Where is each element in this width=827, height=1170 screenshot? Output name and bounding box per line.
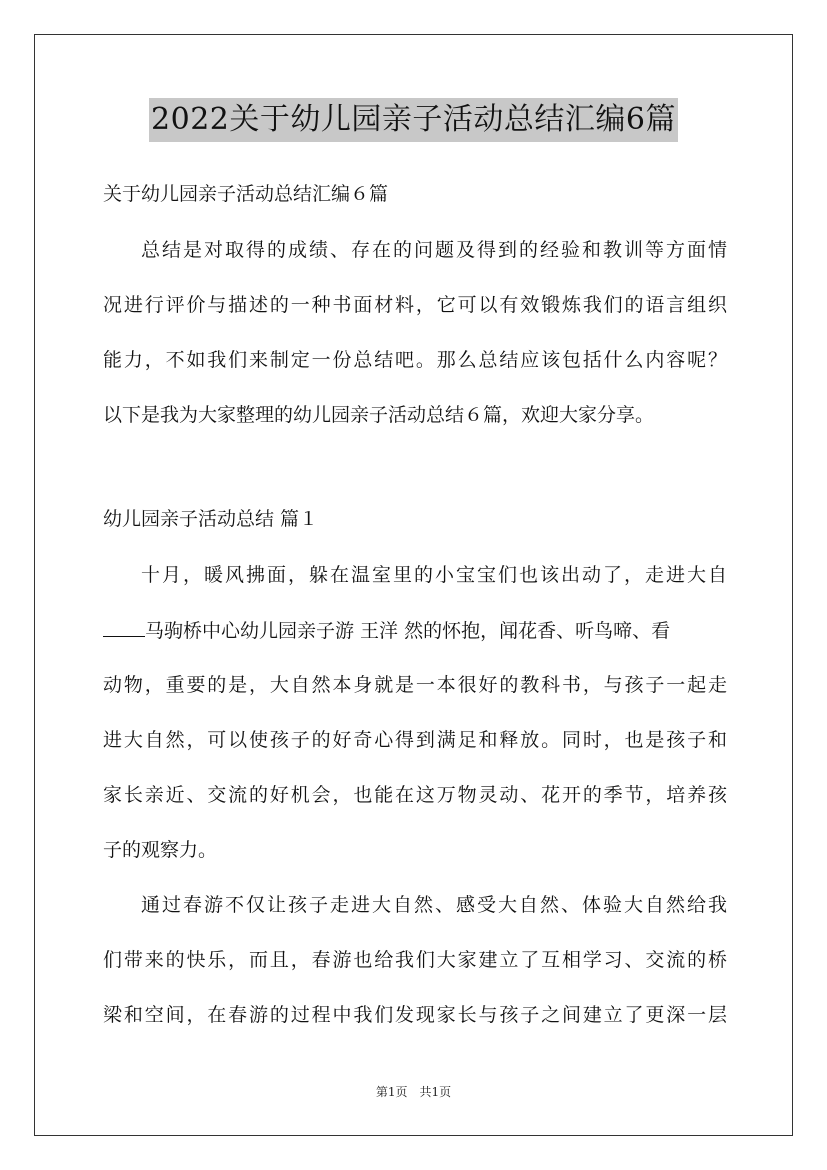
para1-line-4: 进大自然，可以使孩子的好奇心得到满足和释放。同时，也是孩子和 — [103, 729, 727, 751]
intro-line-2: 况进行评价与描述的一种书面材料，它可以有效锻炼我们的语言组织 — [103, 294, 727, 316]
para1-line-6: 子的观察力。 — [103, 839, 218, 861]
para1-line-2 — [103, 618, 727, 643]
intro-line-1: 总结是对取得的成绩、存在的问题及得到的经验和教训等方面情 — [141, 239, 727, 261]
para1-line-5: 家长亲近、交流的好机会，也能在这万物灵动、花开的季节，培养孩 — [103, 784, 727, 806]
intro-line-3: 能力，不如我们来制定一份总结吧。那么总结应该包括什么内容呢？ — [103, 349, 727, 371]
subtitle: 关于幼儿园亲子活动总结汇编６篇 — [103, 183, 389, 205]
para1-line-3: 动物，重要的是，大自然本身就是一本很好的教科书，与孩子一起走 — [103, 674, 727, 696]
para2-line-1: 通过春游不仅让孩子走进大自然、感受大自然、体验大自然给我 — [141, 894, 727, 916]
para1-line-1: 十月，暖风拂面，躲在温室里的小宝宝们也该出动了，走进大自 — [141, 564, 727, 586]
document-title: 2022关于幼儿园亲子活动总结汇编6篇 — [149, 98, 678, 142]
intro-line-4: 以下是我为大家整理的幼儿园亲子活动总结６篇，欢迎大家分享。 — [103, 404, 655, 426]
para1-line-2-text: 马驹桥中心幼儿园亲子游 王洋 然的怀抱，闻花香、听鸟啼、看 — [145, 620, 671, 642]
section-heading: 幼儿园亲子活动总结 篇１ — [103, 508, 319, 530]
para2-line-3: 梁和空间，在春游的过程中我们发现家长与孩子之间建立了更深一层 — [103, 1004, 727, 1026]
title-container — [0, 98, 827, 142]
page-footer: 第1页 共1页 — [375, 1085, 452, 1099]
para2-line-2: 们带来的快乐，而且，春游也给我们大家建立了互相学习、交流的桥 — [103, 949, 727, 971]
fill-in-blank — [103, 618, 145, 637]
